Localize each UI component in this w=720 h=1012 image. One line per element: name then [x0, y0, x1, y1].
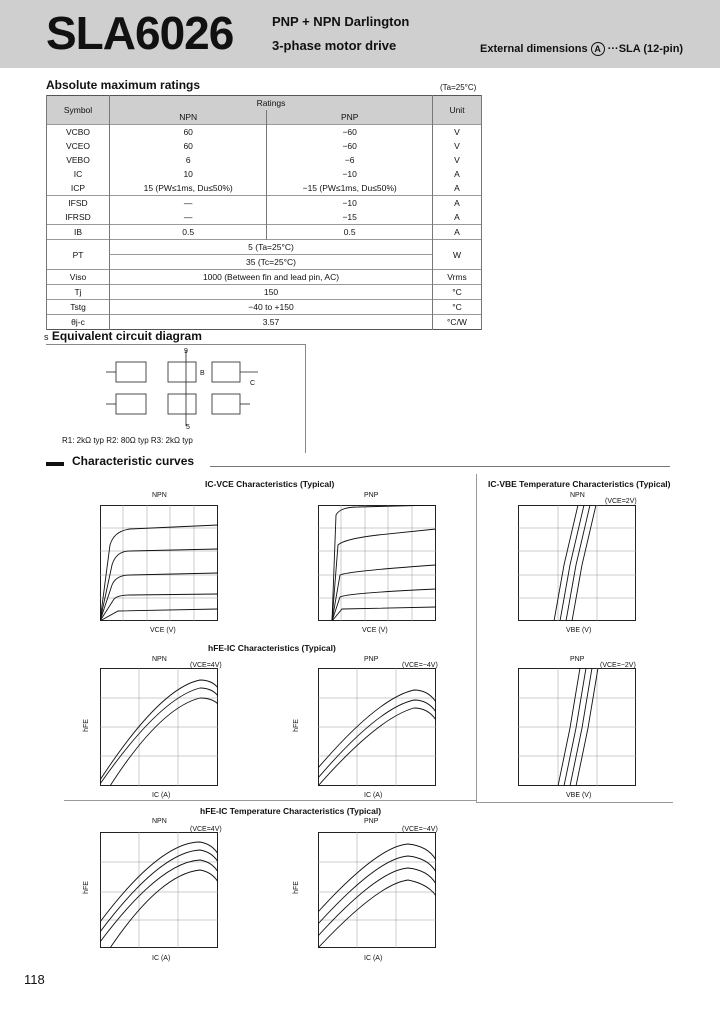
cell-symbol: ICP — [47, 181, 110, 196]
circuit-heading — [44, 329, 202, 343]
axis-vce: VCE (V) — [150, 627, 176, 634]
cell-value: 1000 (Between fin and lead pin, AC) — [110, 270, 433, 285]
cell-symbol: VCBO — [47, 125, 110, 140]
ic-vbe-panel — [476, 474, 673, 803]
cond-vce4: (VCE=4V) — [190, 826, 222, 833]
table-row — [47, 300, 482, 315]
cell-unit: Vrms — [433, 270, 482, 285]
circuit-title: Equivalent circuit diagram — [51, 329, 202, 343]
cell-unit: A — [433, 196, 482, 211]
cell-npn: — — [110, 210, 267, 225]
cell-unit: A — [433, 225, 482, 240]
cell-unit: V — [433, 139, 482, 153]
cell-npn: 10 — [110, 167, 267, 181]
th-unit: Unit — [433, 96, 482, 125]
th-npn: NPN — [110, 110, 267, 125]
cell-pnp: −10 — [267, 196, 433, 211]
table-row — [47, 167, 482, 181]
axis-ic: IC (A) — [364, 955, 383, 962]
table-row — [47, 270, 482, 285]
graph-icvce-pnp — [318, 505, 436, 621]
cell-unit: V — [433, 125, 482, 140]
cell-unit: V — [433, 153, 482, 167]
th-pnp: PNP — [267, 110, 433, 125]
cell-symbol: Tstg — [47, 300, 110, 315]
cell-npn: 60 — [110, 139, 267, 153]
circuit-b: B — [200, 370, 205, 377]
circuit-bullet: s — [44, 332, 49, 342]
graph-hfe-npn — [100, 668, 218, 786]
amr-table — [46, 95, 482, 330]
axis-hfe: hFE — [292, 719, 300, 732]
curves-title: Characteristic curves — [72, 454, 195, 468]
subtitle-type: PNP + NPN Darlington — [272, 14, 410, 29]
table-row — [47, 153, 482, 167]
label-pnp: PNP — [364, 818, 379, 825]
axis-hfe: hFE — [292, 881, 300, 894]
table-row — [47, 139, 482, 153]
part-number: SLA6026 — [46, 7, 234, 59]
dim-badge: A — [591, 42, 605, 56]
table-row — [47, 315, 482, 330]
cell-npn: — — [110, 196, 267, 211]
cell-symbol: VEBO — [47, 153, 110, 167]
label-npn: NPN — [152, 818, 167, 825]
section-bar — [46, 462, 64, 466]
cell-symbol: Viso — [47, 270, 110, 285]
ic-vbe-title: IC-VBE Temperature Characteristics (Typical) — [488, 479, 671, 489]
cell-symbol: IFSD — [47, 196, 110, 211]
circuit-pin5: 5 — [186, 424, 190, 431]
header-band — [0, 0, 720, 68]
label-npn: NPN — [570, 492, 585, 499]
cell-unit: °C/W — [433, 315, 482, 330]
cell-value: 5 (Ta=25°C) — [110, 240, 433, 255]
axis-hfe: hFE — [82, 719, 90, 732]
subtitle-use: 3-phase motor drive — [272, 38, 397, 53]
section-rule — [210, 466, 670, 467]
th-ratings: Ratings — [110, 96, 433, 111]
cell-symbol: PT — [47, 240, 110, 270]
circuit-pin9: 9 — [184, 348, 188, 355]
cond-vce4-neg: (VCE=−4V) — [402, 662, 438, 669]
circuit-diagram — [100, 348, 280, 433]
cell-pnp: −60 — [267, 125, 433, 140]
table-row — [47, 125, 482, 140]
cell-value: 3.57 — [110, 315, 433, 330]
cell-pnp: 0.5 — [267, 225, 433, 240]
extdim-label: External dimensions — [480, 43, 588, 55]
axis-vbe: VBE (V) — [566, 627, 592, 634]
cell-value: 150 — [110, 285, 433, 300]
cell-symbol: IB — [47, 225, 110, 240]
cell-pnp: −15 — [267, 210, 433, 225]
axis-ic: IC (A) — [364, 792, 383, 799]
cell-npn: 6 — [110, 153, 267, 167]
amr-condition: (Ta=25°C) — [440, 83, 477, 92]
table-row — [47, 285, 482, 300]
cell-pnp: −10 — [267, 167, 433, 181]
cell-unit: °C — [433, 285, 482, 300]
hfe-temp-rule — [64, 800, 476, 801]
cell-npn: 60 — [110, 125, 267, 140]
cell-unit: °C — [433, 300, 482, 315]
cell-unit: A — [433, 181, 482, 196]
graph-hfetemp-pnp — [318, 832, 436, 948]
label-pnp: PNP — [364, 656, 379, 663]
page-number: 118 — [24, 972, 45, 987]
axis-vce: VCE (V) — [362, 627, 388, 634]
axis-vbe: VBE (V) — [566, 792, 592, 799]
table-row — [47, 255, 482, 270]
cell-npn: 0.5 — [110, 225, 267, 240]
cell-symbol: Tj — [47, 285, 110, 300]
label-pnp: PNP — [570, 656, 585, 663]
cell-unit: A — [433, 210, 482, 225]
cell-pnp: −60 — [267, 139, 433, 153]
cond-vce2: (VCE=2V) — [605, 498, 637, 505]
external-dimensions — [480, 42, 683, 56]
cell-value: 35 (Tc=25°C) — [110, 255, 433, 270]
cell-npn: 15 (PW≤1ms, Du≤50%) — [110, 181, 267, 196]
extdim-suffix: ···SLA (12-pin) — [607, 43, 684, 55]
circuit-note: R1: 2kΩ typ R2: 80Ω typ R3: 2kΩ typ — [62, 436, 193, 445]
hfe-ic-title: hFE-IC Characteristics (Typical) — [208, 643, 336, 653]
cond-vce4: (VCE=4V) — [190, 662, 222, 669]
cell-symbol: IFRSD — [47, 210, 110, 225]
table-row — [47, 196, 482, 211]
label-pnp: PNP — [364, 492, 379, 499]
cell-pnp: −15 (PW≤1ms, Du≤50%) — [267, 181, 433, 196]
table-row — [47, 210, 482, 225]
hfe-temp-title: hFE-IC Temperature Characteristics (Typical) — [200, 806, 382, 816]
circuit-c: C — [250, 380, 256, 387]
axis-hfe: hFE — [82, 881, 90, 894]
graph-icvce-npn — [100, 505, 218, 621]
label-npn: NPN — [152, 656, 167, 663]
cell-value: −40 to +150 — [110, 300, 433, 315]
cell-symbol: VCEO — [47, 139, 110, 153]
th-symbol: Symbol — [47, 96, 110, 125]
cell-pnp: −6 — [267, 153, 433, 167]
cell-unit: W — [433, 240, 482, 270]
cond-vce4-neg: (VCE=−4V) — [402, 826, 438, 833]
cell-symbol: θj-c — [47, 315, 110, 330]
axis-ic: IC (A) — [152, 792, 171, 799]
graph-hfetemp-npn — [100, 832, 218, 948]
cond-vce2-neg: (VCE=−2V) — [600, 662, 636, 669]
cell-symbol: IC — [47, 167, 110, 181]
table-row — [47, 181, 482, 196]
table-row — [47, 240, 482, 255]
ic-vce-title: IC-VCE Characteristics (Typical) — [205, 479, 335, 489]
cell-unit: A — [433, 167, 482, 181]
amr-title: Absolute maximum ratings — [46, 78, 201, 92]
graph-hfe-pnp — [318, 668, 436, 786]
table-row — [47, 225, 482, 240]
axis-ic: IC (A) — [152, 955, 171, 962]
label-npn: NPN — [152, 492, 167, 499]
